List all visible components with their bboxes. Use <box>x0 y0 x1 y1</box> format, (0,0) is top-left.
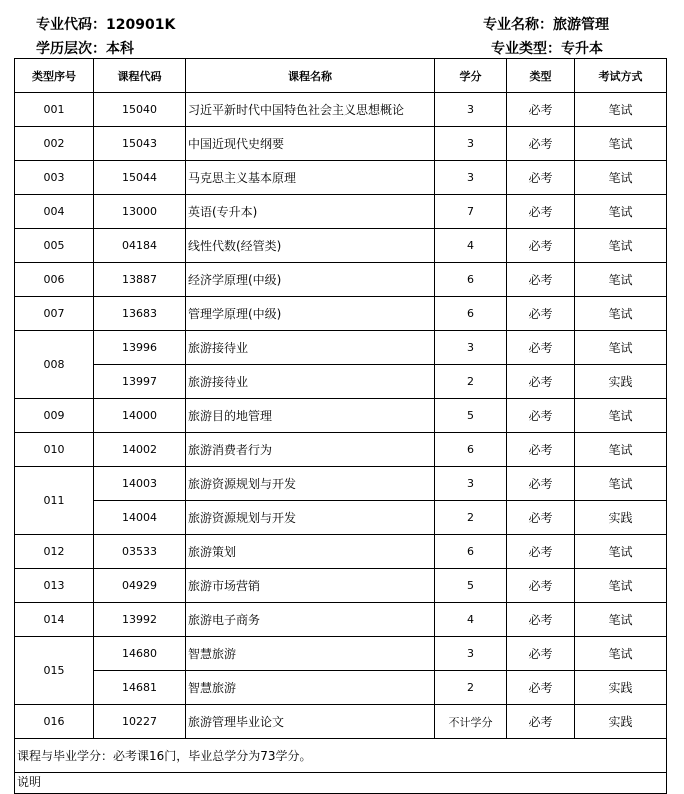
cell-name: 旅游策划 <box>186 535 435 569</box>
cell-seq: 002 <box>15 127 94 161</box>
footer-row <box>15 739 667 773</box>
cell-code: 03533 <box>94 535 186 569</box>
cell-seq: 011 <box>15 467 94 535</box>
cell-name: 旅游资源规划与开发 <box>186 501 435 535</box>
cell-name: 旅游接待业 <box>186 331 435 365</box>
cell-type: 必考 <box>507 263 575 297</box>
cell-exam: 笔试 <box>575 433 667 467</box>
table-row <box>15 467 667 501</box>
column-header-seq: 类型序号 <box>15 59 94 93</box>
cell-credit: 6 <box>435 535 507 569</box>
cell-exam: 笔试 <box>575 297 667 331</box>
note-row <box>15 773 667 794</box>
course-table-body <box>15 93 667 739</box>
cell-exam: 实践 <box>575 705 667 739</box>
cell-name: 旅游消费者行为 <box>186 433 435 467</box>
table-row <box>15 671 667 705</box>
cell-code: 14680 <box>94 637 186 671</box>
cell-code: 13683 <box>94 297 186 331</box>
cell-seq: 005 <box>15 229 94 263</box>
cell-code: 13887 <box>94 263 186 297</box>
cell-type: 必考 <box>507 365 575 399</box>
cell-code: 13996 <box>94 331 186 365</box>
cell-credit: 3 <box>435 93 507 127</box>
cell-type: 必考 <box>507 705 575 739</box>
cell-credit: 3 <box>435 637 507 671</box>
cell-name: 旅游市场营销 <box>186 569 435 603</box>
table-row <box>15 127 667 161</box>
cell-name: 英语(专升本) <box>186 195 435 229</box>
cell-exam: 笔试 <box>575 331 667 365</box>
cell-code: 14003 <box>94 467 186 501</box>
table-row <box>15 297 667 331</box>
cell-seq: 012 <box>15 535 94 569</box>
cell-credit: 5 <box>435 569 507 603</box>
cell-exam: 笔试 <box>575 569 667 603</box>
cell-type: 必考 <box>507 467 575 501</box>
cell-type: 必考 <box>507 671 575 705</box>
cell-credit: 3 <box>435 331 507 365</box>
cell-type: 必考 <box>507 535 575 569</box>
cell-credit: 2 <box>435 671 507 705</box>
cell-type: 必考 <box>507 161 575 195</box>
cell-credit: 6 <box>435 297 507 331</box>
cell-name: 智慧旅游 <box>186 637 435 671</box>
column-header-exam: 考试方式 <box>575 59 667 93</box>
cell-exam: 笔试 <box>575 195 667 229</box>
cell-exam: 笔试 <box>575 637 667 671</box>
cell-seq: 014 <box>15 603 94 637</box>
major-code: 专业代码：120901K <box>36 17 176 33</box>
cell-code: 13992 <box>94 603 186 637</box>
cell-type: 必考 <box>507 569 575 603</box>
cell-code: 15040 <box>94 93 186 127</box>
cell-seq: 003 <box>15 161 94 195</box>
cell-seq: 001 <box>15 93 94 127</box>
note-text: 说明 <box>15 773 667 794</box>
cell-name: 智慧旅游 <box>186 671 435 705</box>
cell-code: 04929 <box>94 569 186 603</box>
credit-summary: 课程与毕业学分：必考课16门，毕业总学分为73学分。 <box>15 739 667 773</box>
column-header-type: 类型 <box>507 59 575 93</box>
table-row <box>15 161 667 195</box>
table-row <box>15 637 667 671</box>
table-row <box>15 93 667 127</box>
cell-code: 14002 <box>94 433 186 467</box>
cell-credit: 4 <box>435 229 507 263</box>
table-row <box>15 331 667 365</box>
cell-type: 必考 <box>507 93 575 127</box>
table-row <box>15 569 667 603</box>
cell-code: 14000 <box>94 399 186 433</box>
table-row <box>15 603 667 637</box>
cell-name: 习近平新时代中国特色社会主义思想概论 <box>186 93 435 127</box>
cell-seq: 004 <box>15 195 94 229</box>
cell-credit: 3 <box>435 161 507 195</box>
cell-exam: 实践 <box>575 501 667 535</box>
cell-type: 必考 <box>507 331 575 365</box>
cell-type: 必考 <box>507 229 575 263</box>
cell-credit: 4 <box>435 603 507 637</box>
cell-name: 旅游目的地管理 <box>186 399 435 433</box>
cell-credit: 3 <box>435 127 507 161</box>
table-row <box>15 365 667 399</box>
cell-code: 04184 <box>94 229 186 263</box>
cell-name: 旅游电子商务 <box>186 603 435 637</box>
cell-name: 旅游接待业 <box>186 365 435 399</box>
cell-type: 必考 <box>507 433 575 467</box>
cell-exam: 笔试 <box>575 127 667 161</box>
cell-credit: 2 <box>435 501 507 535</box>
table-row <box>15 501 667 535</box>
column-header-credit: 学分 <box>435 59 507 93</box>
cell-seq: 016 <box>15 705 94 739</box>
cell-code: 10227 <box>94 705 186 739</box>
cell-credit: 不计学分 <box>435 705 507 739</box>
table-row <box>15 399 667 433</box>
cell-exam: 笔试 <box>575 161 667 195</box>
column-header-code: 课程代码 <box>94 59 186 93</box>
major-type: 专业类型：专升本 <box>491 41 603 57</box>
cell-code: 13000 <box>94 195 186 229</box>
column-header-name: 课程名称 <box>186 59 435 93</box>
course-table <box>14 58 667 794</box>
cell-exam: 笔试 <box>575 229 667 263</box>
cell-code: 15043 <box>94 127 186 161</box>
cell-credit: 6 <box>435 263 507 297</box>
table-row <box>15 263 667 297</box>
cell-exam: 笔试 <box>575 535 667 569</box>
cell-seq: 008 <box>15 331 94 399</box>
cell-credit: 3 <box>435 467 507 501</box>
cell-seq: 015 <box>15 637 94 705</box>
cell-exam: 笔试 <box>575 263 667 297</box>
cell-seq: 009 <box>15 399 94 433</box>
cell-type: 必考 <box>507 603 575 637</box>
cell-name: 管理学原理(中级) <box>186 297 435 331</box>
cell-name: 旅游资源规划与开发 <box>186 467 435 501</box>
cell-code: 14004 <box>94 501 186 535</box>
cell-name: 线性代数(经管类) <box>186 229 435 263</box>
cell-code: 15044 <box>94 161 186 195</box>
cell-type: 必考 <box>507 399 575 433</box>
cell-type: 必考 <box>507 501 575 535</box>
cell-name: 旅游管理毕业论文 <box>186 705 435 739</box>
cell-credit: 7 <box>435 195 507 229</box>
table-row <box>15 705 667 739</box>
cell-name: 中国近现代史纲要 <box>186 127 435 161</box>
cell-credit: 5 <box>435 399 507 433</box>
cell-type: 必考 <box>507 195 575 229</box>
table-header-row <box>15 59 667 93</box>
cell-exam: 笔试 <box>575 603 667 637</box>
cell-type: 必考 <box>507 127 575 161</box>
cell-seq: 010 <box>15 433 94 467</box>
cell-seq: 006 <box>15 263 94 297</box>
cell-type: 必考 <box>507 297 575 331</box>
cell-name: 经济学原理(中级) <box>186 263 435 297</box>
cell-credit: 6 <box>435 433 507 467</box>
cell-seq: 013 <box>15 569 94 603</box>
cell-exam: 笔试 <box>575 467 667 501</box>
cell-seq: 007 <box>15 297 94 331</box>
table-row <box>15 195 667 229</box>
table-row <box>15 229 667 263</box>
major-name: 专业名称：旅游管理 <box>483 17 609 33</box>
table-row <box>15 433 667 467</box>
cell-name: 马克思主义基本原理 <box>186 161 435 195</box>
cell-exam: 笔试 <box>575 93 667 127</box>
cell-exam: 笔试 <box>575 399 667 433</box>
table-row <box>15 535 667 569</box>
cell-credit: 2 <box>435 365 507 399</box>
education-level: 学历层次：本科 <box>36 41 134 57</box>
cell-code: 13997 <box>94 365 186 399</box>
cell-code: 14681 <box>94 671 186 705</box>
cell-exam: 实践 <box>575 671 667 705</box>
cell-exam: 实践 <box>575 365 667 399</box>
cell-type: 必考 <box>507 637 575 671</box>
